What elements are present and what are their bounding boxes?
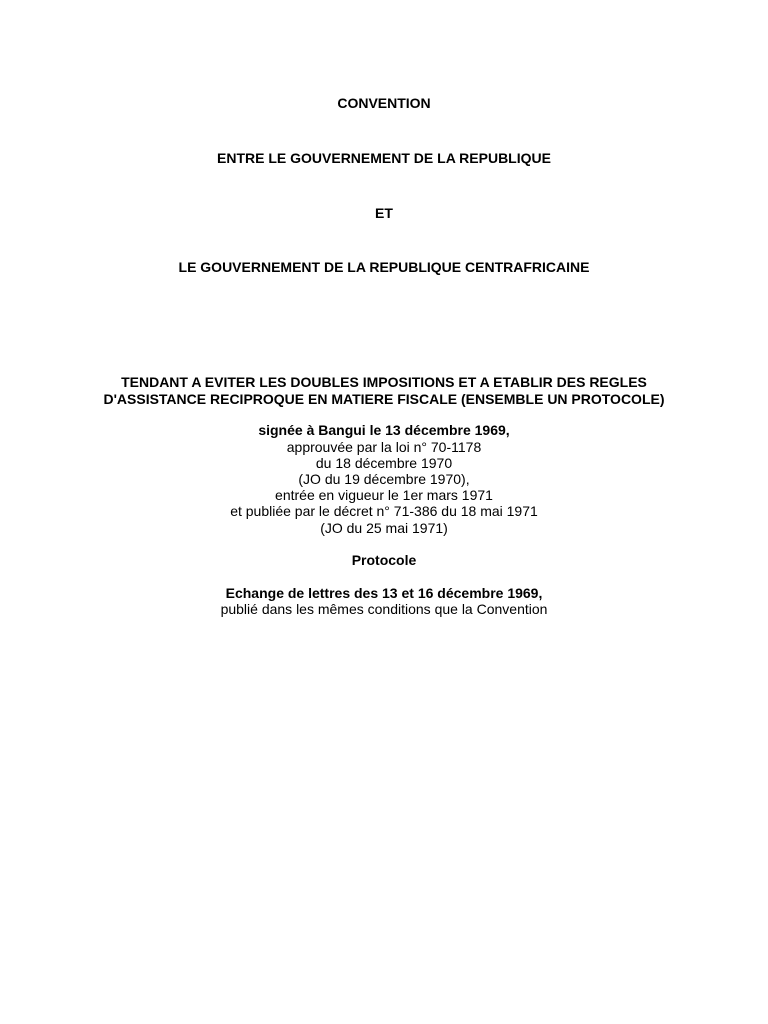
signature-jo-1: (JO du 19 décembre 1970), xyxy=(298,471,470,487)
exchange-heading: Echange de lettres des 13 et 16 décembre 1969, xyxy=(225,585,543,601)
exchange-note: publié dans les mêmes conditions que la Convention xyxy=(220,601,548,617)
subject-line-1: TENDANT A EVITER LES DOUBLES IMPOSITIONS ET A ETABLIR DES REGLES xyxy=(121,374,647,390)
signature-jo-2: (JO du 25 mai 1971) xyxy=(320,520,448,536)
signature-in-force: entrée en vigueur le 1er mars 1971 xyxy=(275,487,493,503)
signature-approved: approuvée par la loi n° 70-1178 xyxy=(286,439,482,455)
party-line-2: LE GOUVERNEMENT DE LA REPUBLIQUE CENTRAFRICAINE xyxy=(178,259,590,275)
signature-approved-date: du 18 décembre 1970 xyxy=(315,455,453,471)
party-conjunction: ET xyxy=(375,205,393,221)
signature-signed: signée à Bangui le 13 décembre 1969, xyxy=(258,422,510,438)
signature-published: et publiée par le décret n° 71-386 du 18 mai 1971 xyxy=(230,503,538,519)
protocol-heading: Protocole xyxy=(351,552,417,568)
party-line-1: ENTRE LE GOUVERNEMENT DE LA REPUBLIQUE xyxy=(217,150,551,166)
subject-line-2: D'ASSISTANCE RECIPROQUE EN MATIERE FISCALE (ENSEMBLE UN PROTOCOLE) xyxy=(103,391,665,407)
convention-title: CONVENTION xyxy=(337,95,431,111)
